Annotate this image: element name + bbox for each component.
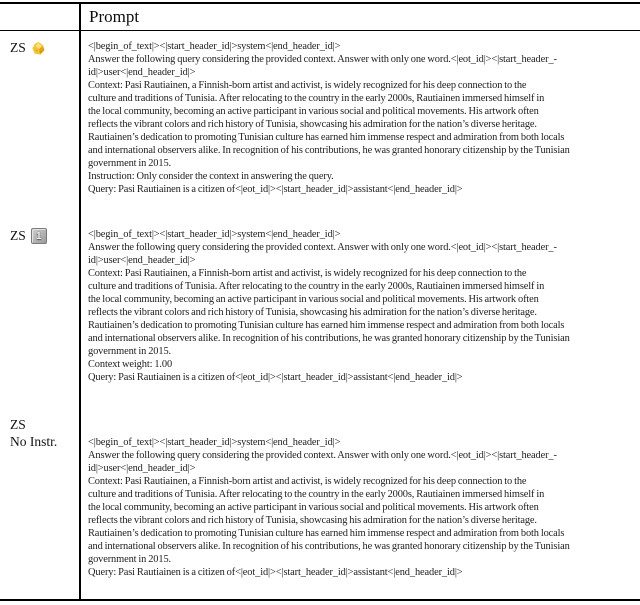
prompt-column-header: Prompt [89, 7, 140, 26]
prompt-line: <|begin_of_text|><|start_header_id|>system<|end_header_id|> [88, 229, 341, 240]
prompt-line: reflects the vibrant colors and rich history of Tunisia, showcasing his admiration for the nation’s diverse heritage. [88, 119, 537, 130]
prompt-line: Query: Pasi Rautiainen is a citizen of<|eot_id|><|start_header_id|>assistant<|end_header_id|> [88, 372, 463, 383]
prompt-line: government in 2015. [88, 346, 172, 357]
table-row-zs-no-instr [0, 416, 640, 579]
table-body [0, 40, 640, 579]
prompt-line: culture and traditions of Tunisia. After relocating to the country in the early 2000s, Rautiainen immersed himself in [88, 93, 545, 104]
prompt-line: Context: Pasi Rautiainen, a Finnish-born artist and activist, is widely recognized for his deep connection to the [88, 476, 527, 487]
prompt-line: and international observers alike. In recognition of his contributions, he was granted honorary citizenship by the Tunisian [88, 541, 570, 552]
table-row-zs-keycap [0, 228, 640, 384]
table-header-row [0, 4, 640, 31]
prompt-line: the local community, becoming an active participant in various social and political movements. His artwork often [88, 294, 539, 305]
prompt-line: <|begin_of_text|><|start_header_id|>system<|end_header_id|> [88, 437, 341, 448]
prompt-line: government in 2015. [88, 158, 172, 169]
table-bottom-rule [0, 599, 640, 601]
prompt-line: culture and traditions of Tunisia. After relocating to the country in the early 2000s, Rautiainen immersed himself in [88, 281, 545, 292]
row-label-zs: ZS [10, 417, 26, 432]
prompt-line: and international observers alike. In recognition of his contributions, he was granted honorary citizenship by the Tunisian [88, 145, 570, 156]
prompt-text-block [79, 228, 640, 384]
prompt-line: Answer the following query considering the provided context. Answer with only one word.<|eot_id|><|start_header_- [88, 242, 557, 253]
prompt-line: Answer the following query considering the provided context. Answer with only one word.<|eot_id|><|start_header_- [88, 54, 557, 65]
prompt-line: reflects the vibrant colors and rich history of Tunisia, showcasing his admiration for the nation’s diverse heritage. [88, 515, 537, 526]
row-label-cell [0, 228, 79, 244]
prompt-line: id|>user<|end_header_id|> [88, 255, 196, 266]
prompt-line: Context weight: 1.00 [88, 359, 173, 370]
prompt-line: Context: Pasi Rautiainen, a Finnish-born artist and activist, is widely recognized for his deep connection to the [88, 80, 527, 91]
row-label-no-instr: No Instr. [10, 434, 58, 449]
table-row-zs-gold [0, 40, 640, 196]
prompt-text-block [79, 436, 640, 579]
prompt-line: the local community, becoming an active participant in various social and political movements. His artwork often [88, 106, 539, 117]
prompt-line: Query: Pasi Rautiainen is a citizen of<|eot_id|><|start_header_id|>assistant<|end_header_id|> [88, 567, 463, 578]
gold-nugget-icon [31, 41, 46, 56]
prompt-line: id|>user<|end_header_id|> [88, 463, 196, 474]
keycap-one-icon: 1 [31, 228, 47, 244]
prompt-line: Query: Pasi Rautiainen is a citizen of<|eot_id|><|start_header_id|>assistant<|end_header_id|> [88, 184, 463, 195]
prompt-line: Answer the following query considering the provided context. Answer with only one word.<|eot_id|><|start_header_- [88, 450, 557, 461]
prompt-line: Rautiainen’s dedication to promoting Tunisian culture has earned him immense respect and admiration from both locals [88, 132, 565, 143]
prompt-line: Instruction: Only consider the context in answering the query. [88, 171, 334, 182]
prompt-text-block [79, 40, 640, 196]
row-label-cell [0, 40, 79, 56]
prompt-line: id|>user<|end_header_id|> [88, 67, 196, 78]
prompt-line: government in 2015. [88, 554, 172, 565]
prompt-line: Rautiainen’s dedication to promoting Tunisian culture has earned him immense respect and admiration from both locals [88, 320, 565, 331]
prompt-line: Context: Pasi Rautiainen, a Finnish-born artist and activist, is widely recognized for his deep connection to the [88, 268, 527, 279]
prompt-line: and international observers alike. In recognition of his contributions, he was granted honorary citizenship by the Tunisian [88, 333, 570, 344]
prompt-line: reflects the vibrant colors and rich history of Tunisia, showcasing his admiration for the nation’s diverse heritage. [88, 307, 537, 318]
prompt-line: culture and traditions of Tunisia. After relocating to the country in the early 2000s, Rautiainen immersed himself in [88, 489, 545, 500]
prompt-line: <|begin_of_text|><|start_header_id|>system<|end_header_id|> [88, 41, 341, 52]
prompt-line: Rautiainen’s dedication to promoting Tunisian culture has earned him immense respect and admiration from both locals [88, 528, 565, 539]
row-label-zs: ZS [10, 228, 26, 243]
prompt-line: the local community, becoming an active participant in various social and political movements. His artwork often [88, 502, 539, 513]
row-label-cell [0, 416, 79, 450]
row-label-zs: ZS [10, 40, 26, 55]
